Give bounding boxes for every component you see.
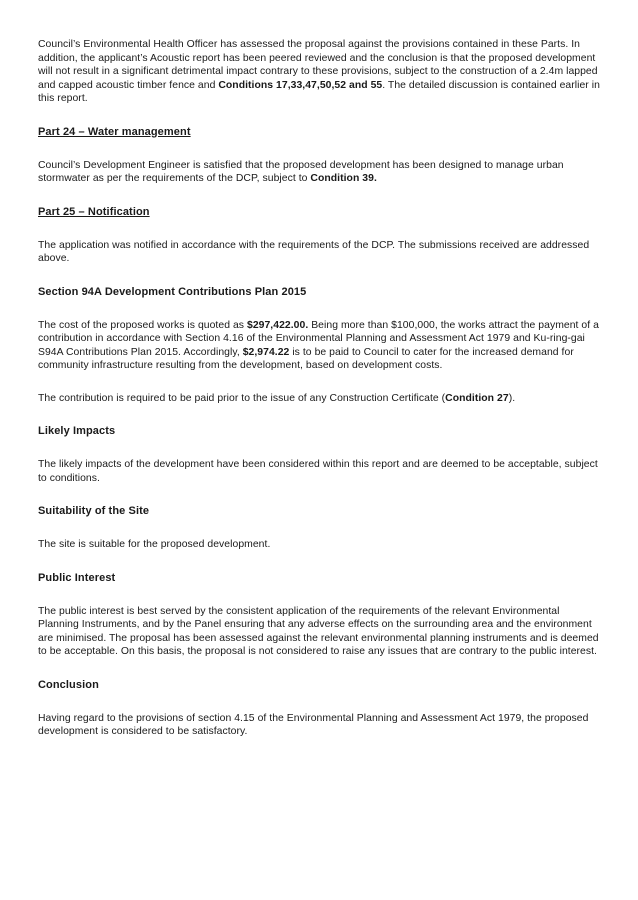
water-management-heading: Part 24 – Water management	[38, 125, 191, 138]
contributions-cost: $297,422.00.	[246, 319, 309, 331]
public-interest-paragraph: The public interest is best served by the consistent application of the requirements of the relevant Environmental Planning Instruments, and by the Panel ensuring that any adverse effects on the surrounding area and the environment are minimised. The proposal has been assessed against the relevant environmental planning instruments and is deemed to be acceptable. On this basis, the proposal is not considered to raise any issues that are contrary to the public interest.	[38, 605, 599, 657]
likely-impacts-paragraph: The likely impacts of the development have been considered within this report and are deemed to be acceptable, subject to conditions.	[38, 459, 598, 484]
intro-text-2: . The detailed discussion is contained earlier in this report.	[38, 79, 600, 104]
conclusion-paragraph: Having regard to the provisions of section 4.15 of the Environmental Planning and Assessment Act 1979, the proposed development is considered to be satisfactory.	[38, 712, 589, 737]
contributions-paragraph-1	[38, 319, 600, 373]
contributions-text-4: The contribution is required to be paid prior to the issue of any Construction Certificate (	[38, 392, 446, 404]
water-management-paragraph	[38, 159, 600, 186]
contributions-paragraph-2	[38, 392, 600, 406]
contributions-text-3: is to be paid to Council to cater for the increased demand for community infrastructure resulting from the development, based on development costs.	[38, 346, 574, 371]
contributions-text-1: The cost of the proposed works is quoted as	[38, 319, 247, 331]
suitability-heading: Suitability of the Site	[38, 505, 150, 517]
intro-conditions: Conditions 17,33,47,50,52 and 55	[218, 79, 383, 91]
public-interest-heading: Public Interest	[38, 571, 116, 584]
likely-impacts-heading: Likely Impacts	[38, 425, 116, 437]
conclusion-heading: Conclusion	[38, 678, 99, 691]
document-page	[38, 38, 600, 739]
contributions-text-2: Being more than $100,000, the works attract the payment of a contribution in accordance with Section 4.16 of the Environmental Planning and Assessment Act 1979 and Ku-ring-gai S94A Contributions Plan 2015. Accordingly,	[38, 319, 599, 358]
intro-paragraph	[38, 38, 600, 106]
water-condition: Condition 39.	[310, 173, 377, 184]
intro-text-1: Council’s Environmental Health Officer has assessed the proposal against the provisions contained in these Parts. In addition, the applicant’s Acoustic report has been peered reviewed and the conclusion is that the proposed development will not result in a significant detrimental impact contrary to these provisions, subject to the construction of a 2.4m lapped and capped acoustic timber fence and	[38, 39, 598, 91]
contributions-condition: Condition 27	[445, 392, 509, 404]
suitability-paragraph: The site is suitable for the proposed development.	[38, 539, 271, 550]
contributions-amount: $2,974.22	[242, 346, 290, 358]
contributions-text-5: ).	[508, 392, 516, 404]
contributions-heading: Section 94A Development Contributions Plan 2015	[38, 285, 307, 298]
notification-paragraph: The application was notified in accordance with the requirements of the DCP. The submissions received are addressed above.	[38, 239, 590, 264]
notification-heading: Part 25 – Notification	[38, 205, 150, 218]
water-text: Council’s Development Engineer is satisfied that the proposed development has been designed to manage urban stormwater as per the requirements of the DCP, subject to	[38, 159, 564, 184]
